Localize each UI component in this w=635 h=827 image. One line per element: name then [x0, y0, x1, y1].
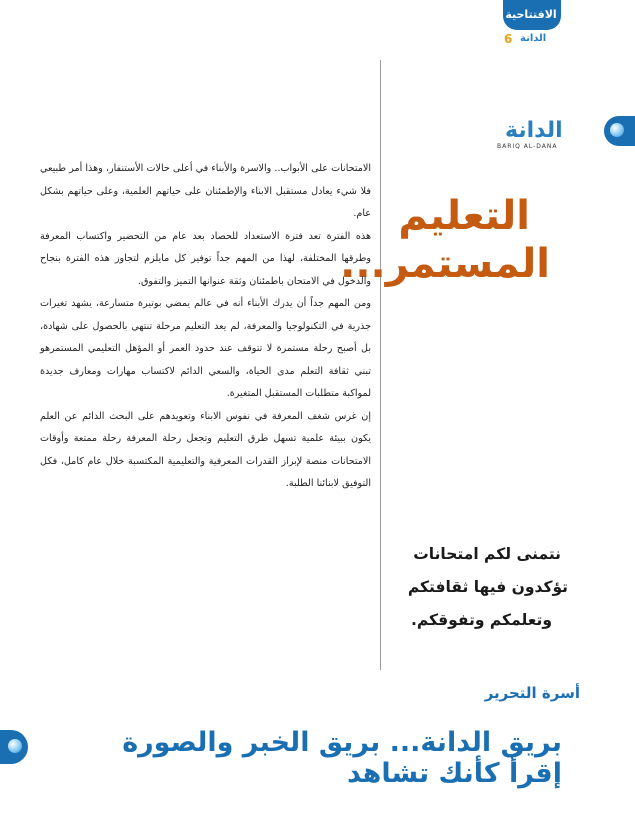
body-paragraph: ومن المهم جداً أن يدرك الأبناء أنه في عالم يمضي بوتيرة متسارعة، يشهد تغيرات جذرية في التكنولوجيا والمعرفة، لم يعد التعليم مرحلة تنتهي بالحصول على شهادة، بل أصبح رحلة مستمرة لا تتوقف عند حدود العمر أو المؤهل التعليمي المستمرهو تبني ثقافة التعلم مدى الحياة، والسعي الدائم لاكتساب مهارات ومعارف جديدة لمواكبة متطلبات المستقبل المتغيرة. — [40, 298, 371, 399]
section-label: الافتتاحية — [505, 8, 557, 21]
pearl-icon — [8, 739, 22, 753]
header-logo-text: الدانة — [520, 33, 547, 44]
body-paragraph: إن غرس شغف المعرفة في نفوس الابناء وتعويدهم على البحث الدائم عن العلم يكون ببيئة علمية تسهل طرق التعليم وتجعل رحلة المعرفة رحلة ممتعة وأوقات الامتحانات منصة لإبراز القدرات المعرفية والتعليمية المكتسبة خلال عام كامل، فكل التوفيق لابنائنا الطلبة. — [40, 410, 371, 489]
page-number: 6 — [504, 32, 513, 46]
pearl-icon — [610, 123, 624, 137]
wish-line-1: نتمنى لكم امتحانات — [413, 545, 561, 563]
body-paragraph: هذه الفترة تعد فترة الاستعداد للحصاد بعد عام من التحضير واكتساب المعرفة وطرقها المختلفة، لهذا من المهم جداً توفير كل مايلزم لتجاوز هذه الفترة بنجاح والدخول في الامتحان باطمئنان وثقة عنوانها التميز والتفوق. — [40, 230, 371, 287]
magazine-logo: الدانة — [505, 118, 563, 143]
wish-line-3: وتعلمكم وتفوقكم. — [410, 611, 552, 629]
magazine-logo-subtitle: BARIQ AL-DANA — [497, 143, 558, 150]
editorial-body — [40, 158, 371, 496]
body-paragraph: الامتحانات على الأبواب.. والاسرة والأبناء في أعلى حالات الأستنفار، وهذا أمر طبيعي فلا شيء يعادل مستقبل الابناء والإطمئنان على حياتهم العلمية، وعلى حياتهم بشكل عام. — [40, 163, 371, 219]
headline-line-1: التعليم — [398, 193, 530, 239]
headline-line-2: المستمر... — [340, 241, 550, 287]
editorial-signature: أسرة التحرير — [484, 684, 580, 702]
footer-slogan: بريق الدانة... بريق الخبر والصورة إقرأ كأنك تشاهد — [122, 727, 562, 789]
wish-line-2: تؤكدون فيها ثقافتكم — [407, 578, 568, 596]
